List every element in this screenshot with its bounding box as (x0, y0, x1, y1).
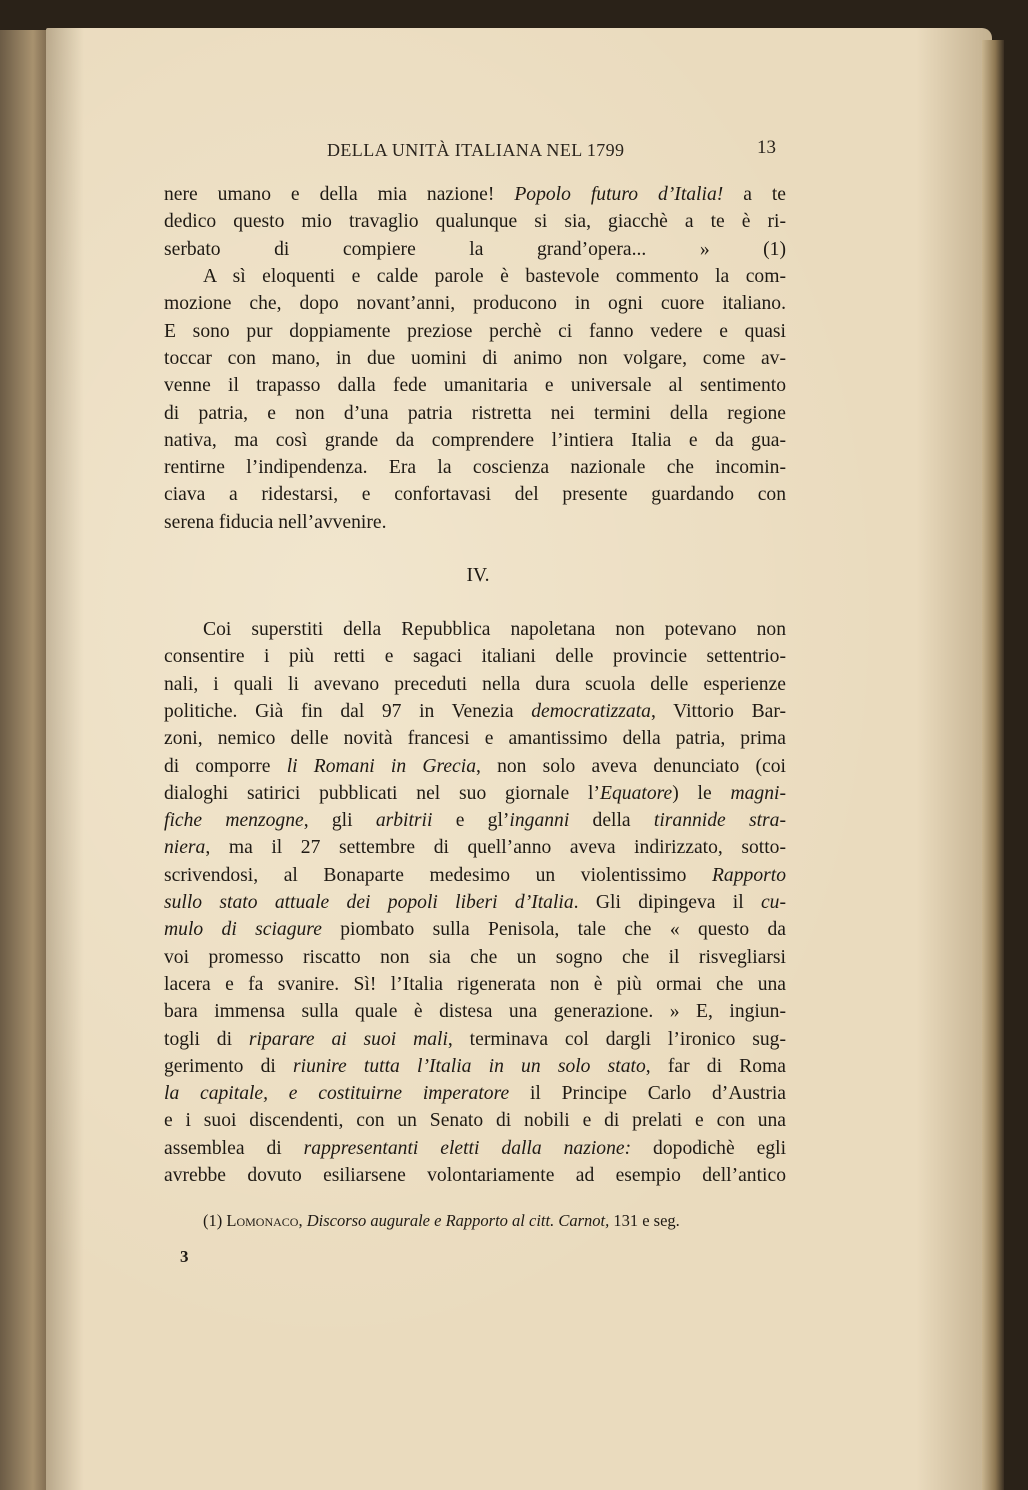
section-heading: IV. (466, 565, 490, 586)
footnote-number: (1) (203, 1211, 223, 1230)
footnote-pages: 131 e seg. (613, 1211, 680, 1230)
text-line: assemblea di rappresentanti eletti dalla nazione: dopodichè egli (164, 1137, 787, 1159)
text-line: dedico questo mio travaglio qualunque si sia, giacchè a te è ri- (164, 211, 786, 233)
text-line: bara immensa sulla quale è distesa una generazione. » E, ingiun- (164, 1001, 786, 1023)
text-line: nali, i quali li avevano preceduti nella dura scuola delle esperienze (164, 673, 786, 695)
text-line: consentire i più retti e sagaci italiani delle provincie settentrio- (164, 646, 786, 668)
text-line: fiche menzogne, gli arbitrii e gl’inganni della tirannide stra- (164, 810, 787, 832)
text-line: niera, ma il 27 settembre di quell’anno aveva indirizzato, sotto- (164, 837, 786, 859)
text-line: nativa, ma così grande da comprendere l’intiera Italia e da gua- (164, 429, 786, 451)
text-line: zoni, nemico delle novità francesi e amantissimo della patria, prima (164, 728, 786, 750)
text-line: di comporre li Romani in Grecia, non solo aveva denunciato (coi (164, 755, 786, 777)
footnote-author: Lomonaco, (226, 1211, 303, 1230)
text-line: sullo stato attuale dei popoli liberi d’Italia. Gli dipingeva il cu- (164, 892, 786, 913)
text-line: di patria, e non d’una patria ristretta nei termini della regione (164, 402, 786, 424)
text-line: mulo di sciagure piombato sulla Penisola, tale che « questo da (164, 919, 786, 941)
text-line: A sì eloquenti e calde parole è bastevole commento la com- (203, 266, 786, 287)
text-line: serbato di compiere la grand’opera... » (1) (164, 238, 786, 260)
text-line: nere umano e della mia nazione! Popolo futuro d’Italia! a te (164, 184, 787, 205)
text-line: ciava a ridestarsi, e confortavasi del presente guardando con (164, 484, 786, 506)
text-line: Coi superstiti della Repubblica napoletana non potevano non (203, 619, 786, 640)
text-line: mozione che, dopo novant’anni, producono in ogni cuore italiano. (164, 293, 786, 315)
text-line: avrebbe dovuto esiliarsene volontariamente ad esempio dell’antico (164, 1165, 786, 1186)
text-line: la capitale, e costituirne imperatore il Principe Carlo d’Austria (164, 1083, 787, 1105)
text-line: toccar con mano, in due uomini di animo non volgare, come av- (164, 347, 786, 369)
footnote-title: Discorso augurale e Rapporto al citt. Carnot, (306, 1211, 610, 1230)
text-line: rentirne l’indipendenza. Era la coscienza nazionale che incomin- (164, 457, 786, 479)
text-line: scrivendosi, al Bonaparte medesimo un violentissimo Rapporto (164, 864, 786, 886)
text-line: voi promesso riscatto non sia che un sogno che il risvegliarsi (164, 946, 786, 968)
text-line: serena fiducia nell’avvenire. (164, 511, 387, 533)
text-line: gerimento di riunire tutta l’Italia in un solo stato, far di Roma (164, 1055, 786, 1077)
signature-mark: 3 (180, 1247, 189, 1266)
text-line: e i suoi discendenti, con un Senato di nobili e di prelati e con una (164, 1110, 786, 1132)
footnote (203, 1210, 783, 1232)
running-head: DELLA UNITÀ ITALIANA NEL 1799 (327, 140, 625, 160)
text-line: lacera e fa svanire. Sì! l’Italia rigenerata non è più ormai che una (164, 973, 786, 995)
text-line: togli di riparare ai suoi mali, terminava col dargli l’ironico sug- (164, 1028, 786, 1050)
page-number: 13 (757, 137, 776, 158)
text-line: venne il trapasso dalla fede umanitaria e universale al sentimento (164, 375, 786, 397)
text-line: politiche. Già fin dal 97 in Venezia democratizzata, Vittorio Bar- (164, 700, 786, 722)
page-stack-edge (982, 40, 1004, 1490)
text-line: E sono pur doppiamente preziose perchè ci fanno vedere e quasi (164, 320, 786, 342)
text-line: dialoghi satirici pubblicati nel suo giornale l’Equatore) le magni- (164, 782, 786, 804)
